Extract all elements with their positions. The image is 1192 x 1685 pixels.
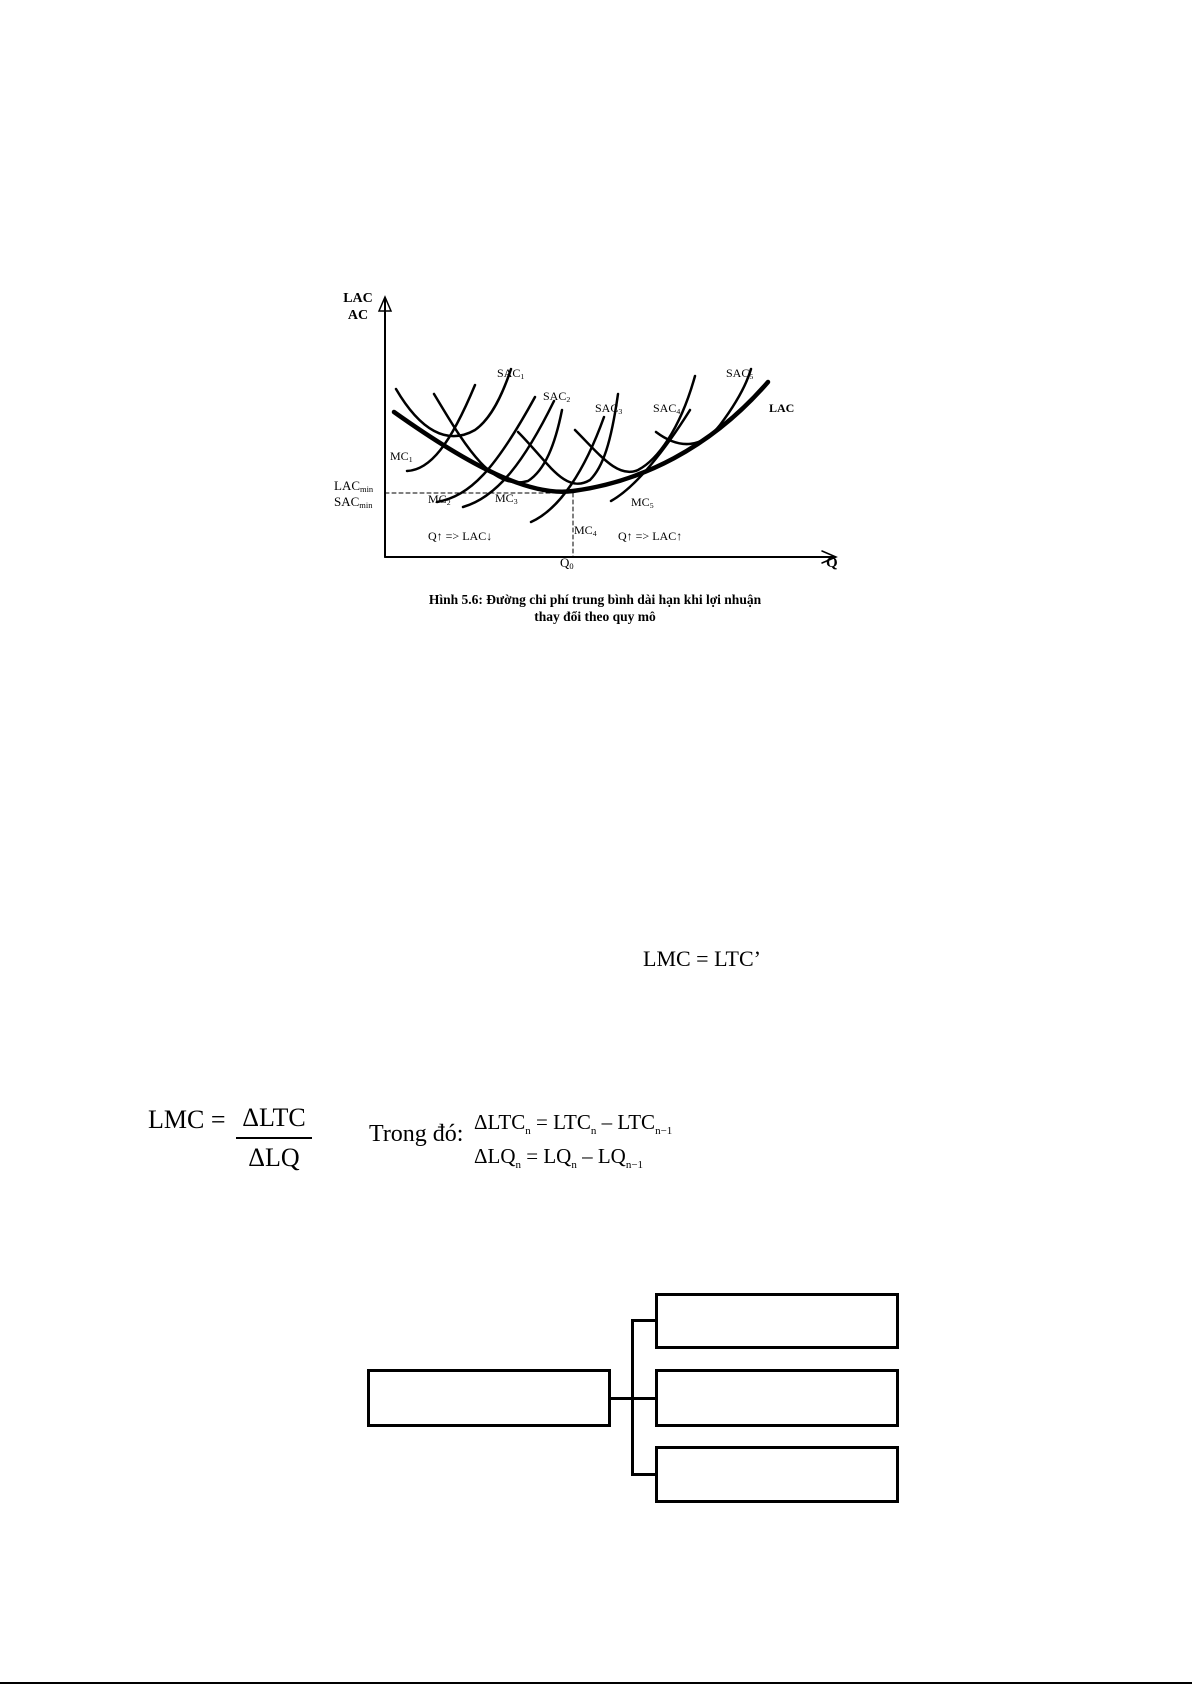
where-label: Trong đó: [369, 1121, 464, 1147]
label-sac4: SAC4 [653, 401, 681, 416]
label-mc1: MC1 [390, 449, 413, 464]
label-mc3: MC3 [495, 491, 518, 506]
caption-line-1: Hình 5.6: Đường chi phí trung bình dài hạn khi lợi nhuận [428, 592, 762, 607]
label-sac2: SAC2 [543, 389, 571, 404]
eq1-term-b: = LTC [530, 1110, 591, 1134]
diagram-child-box-1 [655, 1293, 899, 1349]
y-axis-label-line-1: LAC [343, 291, 373, 306]
eq1-sub-c: n−1 [655, 1125, 673, 1137]
fraction-numerator: ΔLTC [242, 1103, 306, 1132]
y-tick-sac-min: SACmin [334, 494, 373, 510]
label-sac5: SAC5 [726, 366, 754, 381]
eq1-term-a: ΔLTC [474, 1110, 526, 1134]
eq1-sub-b: n [590, 1125, 597, 1137]
eq2-sub-b: n [571, 1159, 577, 1171]
y-axis-label-line-2: AC [347, 308, 369, 323]
page-bottom-rule [0, 1682, 1192, 1684]
eq2-term-c: – LQ [576, 1144, 626, 1168]
x-axis-label: Q [826, 555, 838, 571]
y-tick-lac-min: LACmin [334, 478, 374, 494]
delta-ltc-equation [474, 1110, 672, 1137]
annotation-increasing: Q↑ => LAC↑ [618, 529, 683, 543]
sac2-curve [434, 394, 562, 482]
eq2-sub-c: n−1 [625, 1159, 644, 1171]
diagram-child-box-2 [655, 1369, 899, 1427]
mc4-curve [531, 417, 604, 522]
label-mc2: MC2 [428, 492, 451, 507]
eq2-term-a: ΔLQ [474, 1144, 516, 1168]
diagram-connector-middle [631, 1397, 657, 1400]
lmc-lhs: LMC = [148, 1105, 226, 1134]
delta-lq-equation [474, 1144, 643, 1171]
eq2-sub-a: n [515, 1159, 521, 1171]
figure-caption [320, 591, 870, 625]
label-mc5: MC5 [631, 495, 654, 510]
lmc-derivative-formula: LMC = LTC’ [643, 946, 761, 971]
annotation-decreasing: Q↑ => LAC↓ [428, 529, 493, 543]
lmc-fraction-formula [148, 1103, 306, 1172]
diagram-connector-bottom [631, 1473, 657, 1476]
eq2-term-b: = LQ [521, 1144, 572, 1168]
diagram-child-box-3 [655, 1446, 899, 1503]
label-mc4: MC4 [574, 523, 597, 538]
eq1-sub-a: n [525, 1125, 531, 1137]
x-tick-q0: Q0 [560, 555, 574, 571]
label-sac1: SAC1 [497, 366, 525, 381]
label-sac3: SAC3 [595, 401, 623, 416]
fraction-denominator: ΔLQ [248, 1143, 300, 1172]
caption-line-2: thay đổi theo quy mô [534, 609, 656, 624]
diagram-connector-top [631, 1319, 657, 1322]
diagram-root-box [367, 1369, 611, 1427]
label-lac: LAC [769, 401, 795, 415]
diagram-connector-root [609, 1397, 633, 1400]
eq1-term-c: – LTC [596, 1110, 656, 1134]
fraction-bar [236, 1137, 312, 1139]
